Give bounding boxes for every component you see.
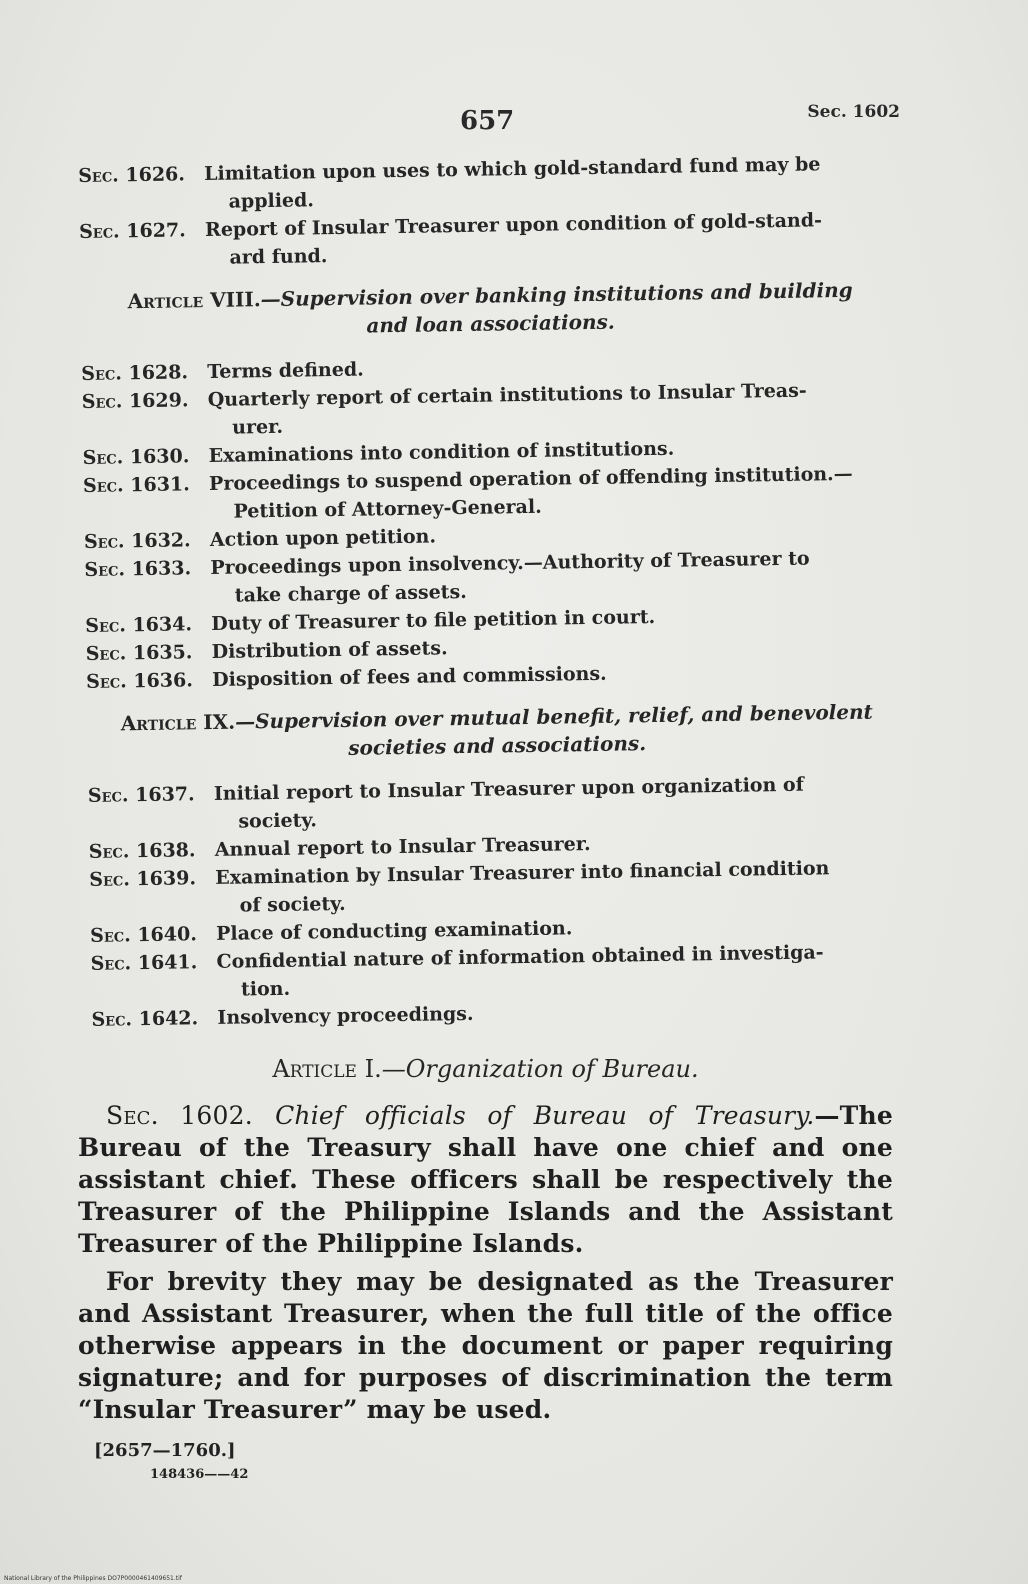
article-9-heading (87, 697, 908, 766)
toc-section-number: Sec. 1628. (81, 361, 189, 385)
toc-entry-text: Annual report to Insular Treasurer. (214, 833, 591, 861)
running-head (0, 102, 1028, 142)
toc-entry-continuation: urer. (232, 415, 284, 439)
toc-entry-continuation: of society. (239, 892, 346, 917)
citation: [2657—1760.] (94, 1440, 236, 1461)
toc-entry-text: Report of Insular Treasurer upon condition of gold-stand- (204, 209, 823, 242)
toc-section-number: Sec. 1626. (78, 163, 186, 187)
toc-entry-text: Insolvency proceedings. (217, 1002, 474, 1029)
toc-entry-text: Quarterly report of certain institutions to Insular Treas- (207, 379, 807, 411)
toc-entry-continuation: applied. (228, 189, 315, 213)
toc-entry (79, 205, 900, 274)
toc-section-number: Sec. 1633. (84, 557, 192, 581)
article-title-continued: societies and associations. (348, 731, 647, 760)
toc-section-number: Sec. 1636. (85, 669, 194, 693)
toc-section-number: Sec. 1641. (90, 951, 198, 975)
toc-group-3 (88, 769, 912, 1034)
article-title-continued: and loan associations. (366, 309, 615, 338)
article-title: —Supervision over mutual benefit, relief, and benevolent (234, 699, 873, 734)
toc-entry-continuation: tion. (240, 977, 291, 1001)
toc-group-2 (81, 347, 906, 696)
toc-entry-text: Initial report to Insular Treasurer upon organization of (213, 773, 804, 805)
toc-section-number: Sec. 1639. (89, 867, 197, 891)
toc-section-number: Sec. 1629. (81, 389, 189, 413)
toc-section-number: Sec. 1642. (91, 1007, 199, 1031)
toc-entry-continuation: take charge of assets. (234, 580, 467, 607)
scan-footer: National Library of the Philippines DO7P0000461409651.tif (4, 1575, 182, 1582)
toc-entry-text: Duty of Treasurer to file petition in court. (211, 605, 656, 635)
print-mark: 148436——42 (150, 1467, 249, 1482)
toc-entry-text: Limitation upon uses to which gold-standard fund may be (204, 153, 821, 186)
article-8-heading (80, 275, 901, 344)
toc-entry-text: Proceedings to suspend operation of offending institution.— (208, 462, 853, 495)
section-number: Sec. 1602. (106, 1101, 253, 1130)
toc-section-number: Sec. 1627. (78, 219, 186, 243)
toc-entry-text: Place of conducting examination. (215, 917, 573, 945)
toc-entry-text: Action upon petition. (209, 525, 437, 551)
section-text: —The Bureau of the Treasury shall have one chief and one assistant chief. These officers shall be respectively the Treasurer of the Philippine Islands and the Assistant Treasurer of the Philippine Islands. (78, 1101, 893, 1258)
article-title: —Organization of Bureau. (381, 1055, 699, 1083)
toc-entry-text: Proceedings upon insolvency.—Authority of Treasurer to (210, 547, 810, 579)
article-title: —Supervision over banking institutions and building (260, 277, 853, 312)
toc-entry-continuation: Petition of Attorney-General. (233, 495, 542, 523)
toc-entry-text: Examinations into condition of institutions. (208, 437, 675, 467)
toc-section-number: Sec. 1631. (82, 473, 190, 497)
toc-section-number: Sec. 1634. (85, 613, 193, 637)
paragraph-2: For brevity they may be designated as the Treasurer and Assistant Treasurer, when the full title of the office otherwise appears in the document or paper requiring signature; and for purposes of discrimination the term “Insular Treasurer” may be used. (78, 1267, 893, 1424)
page-number: 657 (460, 106, 515, 136)
section-heading: Chief officials of Bureau of Treasury. (275, 1101, 815, 1130)
article-label: Article IX. (120, 709, 236, 736)
toc-entry-text: Confidential nature of information obtained in investiga- (216, 941, 824, 973)
toc-entry-text: Terms defined. (207, 358, 364, 383)
article-1-heading (78, 1052, 893, 1086)
section-1602-paragraph (78, 1100, 893, 1260)
toc-section-number: Sec. 1637. (87, 783, 195, 807)
toc-entry-text: Distribution of assets. (211, 637, 448, 663)
toc-section-number: Sec. 1632. (83, 529, 191, 553)
toc-section-number: Sec. 1635. (85, 641, 193, 665)
section-reference: Sec. 1602 (807, 102, 900, 122)
article-label: Article VIII. (127, 287, 261, 314)
toc-entry-text: Examination by Insular Treasurer into financial condition (215, 857, 830, 889)
toc-entry-text: Disposition of fees and commissions. (211, 662, 607, 691)
article-label: Article I. (272, 1055, 382, 1083)
toc-section-number: Sec. 1638. (88, 839, 196, 863)
toc-entry-continuation: society. (238, 809, 318, 833)
toc-section-number: Sec. 1640. (89, 923, 198, 947)
toc-group-1 (78, 149, 900, 274)
toc-entry-continuation: ard fund. (229, 245, 328, 269)
toc-section-number: Sec. 1630. (82, 445, 190, 469)
body-text (78, 1052, 893, 1482)
table-of-contents (78, 149, 912, 1034)
